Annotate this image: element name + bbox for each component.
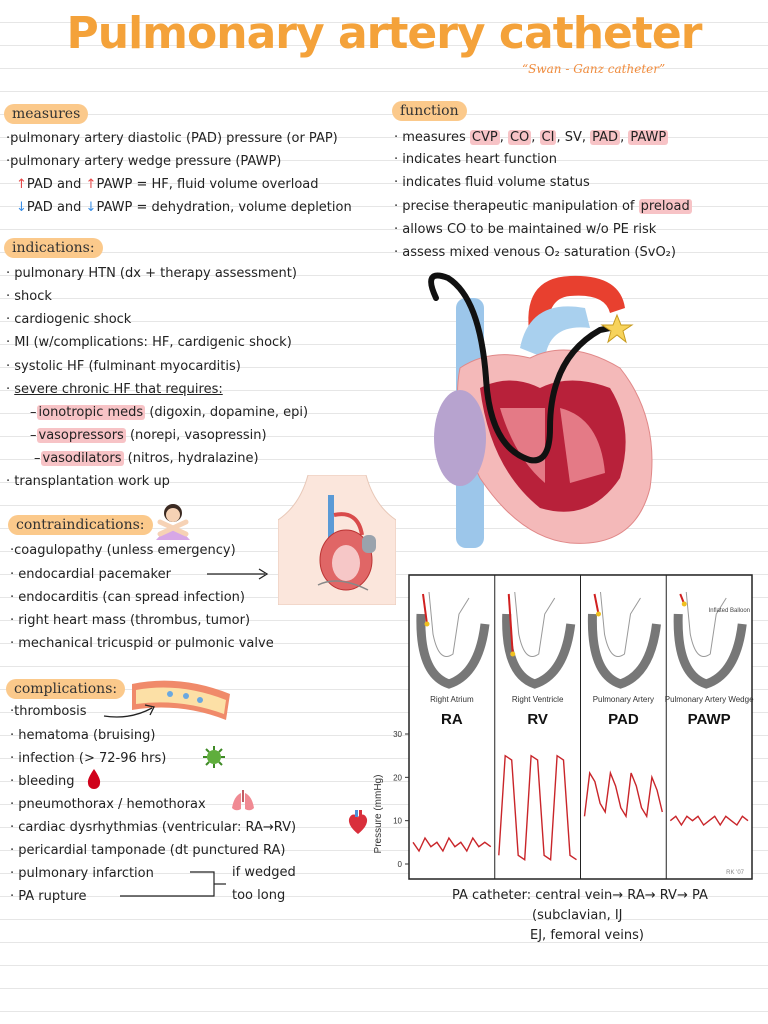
catheter-tip — [425, 622, 430, 627]
y-tick-label: 0 — [397, 860, 402, 869]
panel-label: Pulmonary Artery — [592, 695, 655, 704]
measures-line-4: ↓PAD and ↓PAWP = dehydration, volume depletion — [16, 200, 352, 215]
arrow-up-icon: ↑ — [16, 177, 27, 192]
panel-abbr: PAWP — [687, 711, 731, 728]
indications-line-10: · transplantation work up — [6, 474, 170, 489]
panel-label: Right Ventricle — [511, 695, 564, 704]
indications-line-2: · shock — [6, 289, 52, 304]
indications-header: indications: — [4, 238, 103, 258]
comp-line-1: ·thrombosis — [10, 704, 87, 719]
heart-anatomical-icon — [346, 810, 370, 836]
measures-header: measures — [4, 104, 88, 124]
function-line-5: · allows CO to be maintained w/o PE risk — [394, 222, 657, 237]
contraindications-header: contraindications: — [8, 515, 153, 535]
y-tick-label: 30 — [393, 730, 402, 739]
arrow-down-icon: ↓ — [85, 200, 97, 215]
caption-line-2: (subclavian, IJ — [532, 908, 623, 923]
chart-credit: RK '07 — [726, 870, 744, 876]
arrow-curved-icon — [100, 700, 160, 722]
indications-line-1: · pulmonary HTN (dx + therapy assessment) — [6, 266, 297, 281]
indications-line-9: – vasodilators (nitros, hydralazine) — [34, 451, 259, 466]
comp-line-9: · PA rupture — [10, 889, 87, 904]
page-title: Pulmonary artery catheter — [66, 8, 702, 59]
complications-header: complications: — [6, 679, 125, 699]
panel-abbr: RA — [441, 711, 463, 728]
contra-line-2: · endocardial pacemaker — [10, 567, 171, 582]
measures-line-2: ·pulmonary artery wedge pressure (PAWP) — [6, 154, 282, 169]
woman-crossing-arms-icon — [150, 500, 196, 540]
catheter-tip — [682, 602, 687, 607]
catheter-tip — [510, 652, 515, 657]
y-tick-label: 20 — [393, 773, 402, 783]
comp-line-5: · pneumothorax / hemothorax — [10, 797, 206, 812]
function-line-2: · indicates heart function — [394, 152, 557, 167]
panel-label: Pulmonary Artery Wedge — [664, 695, 754, 704]
contra-line-4: · right heart mass (thrombus, tumor) — [10, 613, 251, 628]
heart-catheter-illustration — [420, 268, 660, 558]
indications-line-3: · cardiogenic shock — [6, 312, 132, 327]
lungs-icon — [230, 790, 256, 814]
page-subtitle: “Swan - Ganz catheter” — [522, 62, 666, 76]
panel-label: Right Atrium — [430, 695, 474, 704]
arrow-up-icon: ↑ — [85, 177, 97, 192]
bracket-connector — [118, 866, 228, 900]
comp-line-2: · hematoma (bruising) — [10, 728, 156, 743]
function-header: function — [392, 101, 467, 121]
measures-line-3: ↑PAD and ↑PAWP = HF, fluid volume overload — [16, 177, 319, 192]
virus-icon — [202, 745, 226, 769]
indications-line-4: · MI (w/complications: HF, cardigenic shock) — [6, 335, 292, 350]
comp-line-3: · infection (> 72-96 hrs) — [10, 751, 167, 766]
comp-line-6: · cardiac dysrhythmias (ventricular: RA→RV) — [10, 820, 297, 835]
contra-line-1: ·coagulopathy (unless emergency) — [10, 543, 236, 558]
contra-line-3: · endocarditis (can spread infection) — [10, 590, 245, 605]
function-line-3: · indicates fluid volume status — [394, 175, 590, 190]
indications-line-5: · systolic HF (fulminant myocarditis) — [6, 359, 241, 374]
y-tick-label: 10 — [393, 816, 402, 826]
function-line-6: · assess mixed venous O₂ saturation (SvO₂) — [394, 245, 676, 260]
caption-line-3: EJ, femoral veins) — [530, 928, 644, 943]
catheter-tip — [596, 612, 601, 617]
caption-line-1: PA catheter: central vein→ RA→ RV→ PA — [452, 888, 708, 903]
comp-line-4: · bleeding — [10, 774, 75, 789]
inflated-balloon-label: Inflated Balloon — [708, 608, 750, 614]
arrow-right-icon — [205, 568, 271, 580]
comp-line-7: · pericardial tamponade (dt punctured RA) — [10, 843, 286, 858]
bracket-note-2: too long — [232, 888, 286, 903]
pressure-waveform-chart — [372, 574, 756, 882]
contra-line-5: · mechanical tricuspid or pulmonic valve — [10, 636, 274, 651]
function-line-4: · precise therapeutic manipulation of preload — [394, 199, 690, 214]
indications-line-7: – ionotropic meds (digoxin, dopamine, epi) — [30, 405, 309, 420]
panel-abbr: RV — [527, 711, 548, 728]
function-line-1: · measures CVP , CO , CI , SV, PAD , PAWP — [394, 130, 667, 145]
blood-drop-icon — [86, 768, 102, 790]
bracket-note-1: if wedged — [232, 865, 296, 880]
arrow-down-icon: ↓ — [16, 200, 27, 215]
comp-line-8: · pulmonary infarction — [10, 866, 154, 881]
indications-line-6: · severe chronic HF that requires: — [6, 382, 223, 397]
panel-abbr: PAD — [608, 711, 639, 728]
indications-line-8: – vasopressors (norepi, vasopressin) — [30, 428, 267, 443]
y-axis-label: Pressure (mmHg) — [373, 774, 384, 854]
measures-line-1: ·pulmonary artery diastolic (PAD) pressure (or PAP) — [6, 131, 338, 146]
